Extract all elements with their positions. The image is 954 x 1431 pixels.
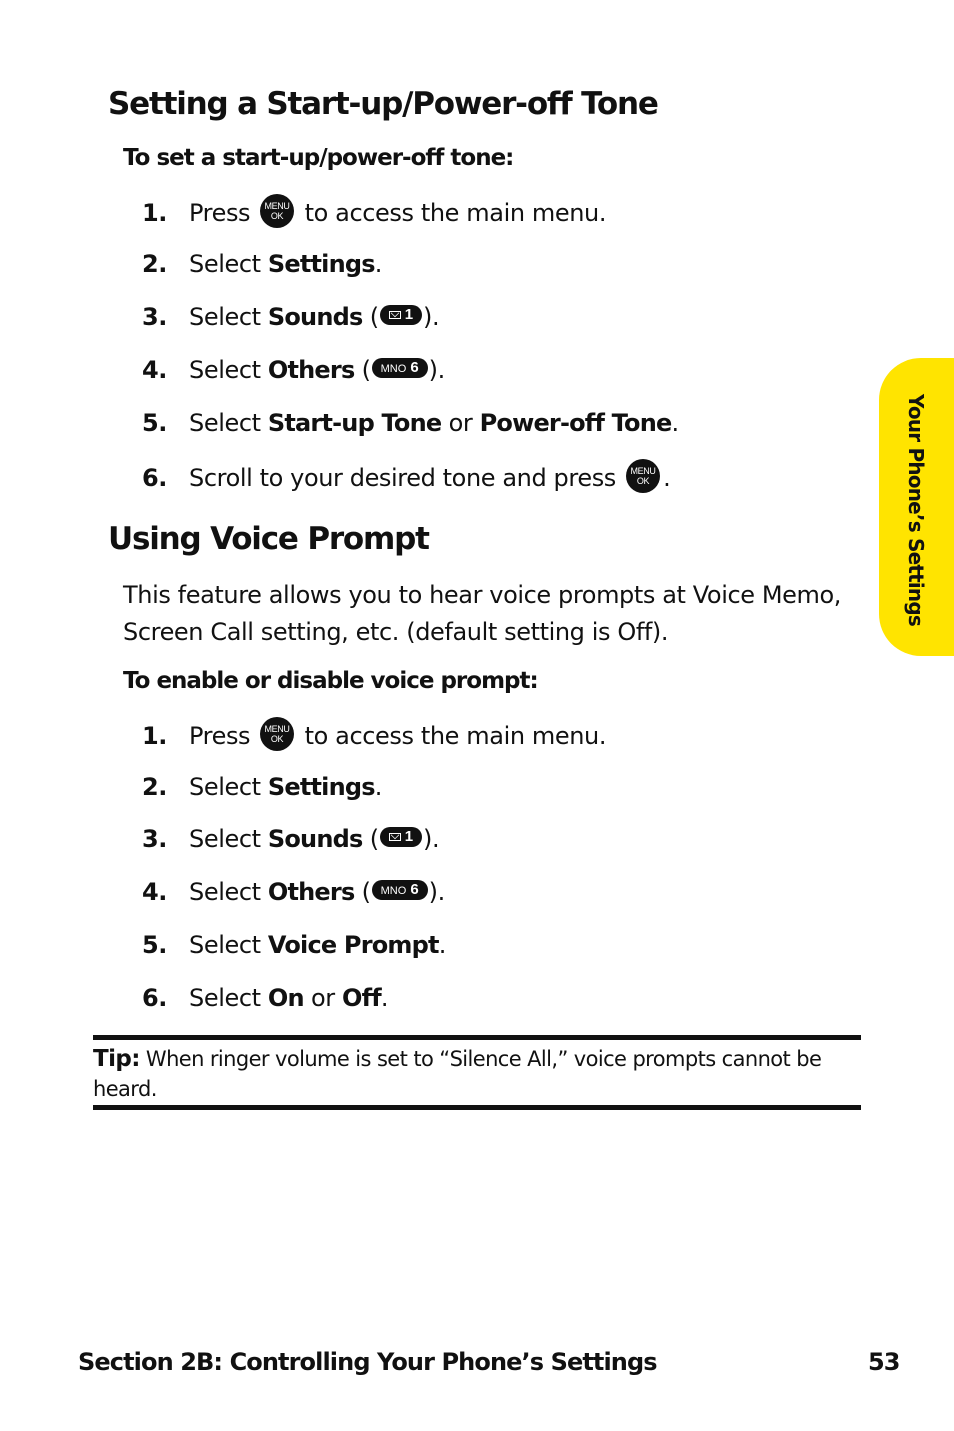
tip-text: When ringer volume is set to “Silence All,” voice prompts cannot be: [145, 1047, 822, 1071]
step-item: [142, 197, 862, 231]
menu-option: Power-off Tone: [479, 409, 672, 437]
step-number: 3.: [142, 825, 168, 853]
step-text: Select: [189, 356, 261, 384]
step-text: Select: [189, 878, 261, 906]
step-text: .: [380, 984, 389, 1012]
step-item: [142, 720, 862, 754]
key-1-icon: [380, 827, 422, 847]
step-text: to access the main menu.: [304, 199, 607, 227]
step-text: Select: [189, 303, 261, 331]
step-text: Press: [189, 199, 251, 227]
ok-key-label: OK: [271, 734, 284, 744]
tip-line: [93, 1044, 861, 1074]
step-text: ).: [423, 303, 440, 331]
menu-ok-key-icon: [260, 717, 294, 751]
step-number: 5.: [142, 931, 168, 959]
menu-option: Sounds: [267, 303, 363, 331]
step-item: [142, 825, 862, 853]
step-item: [142, 878, 862, 906]
step-text: .: [663, 464, 671, 492]
menu-option: Settings: [267, 773, 375, 801]
step-number: 6.: [142, 984, 168, 1012]
step-text: or: [311, 984, 335, 1012]
menu-option: Voice Prompt: [267, 931, 439, 959]
menu-key-label: MENU: [264, 724, 290, 734]
menu-ok-key-icon: [260, 194, 294, 228]
step-text: .: [374, 250, 382, 278]
section-subtitle: To set a start-up/power-off tone:: [123, 145, 514, 171]
step-text: Select: [189, 250, 261, 278]
key-6-icon: [372, 880, 428, 900]
step-text: Select: [189, 409, 261, 437]
step-text: to access the main menu.: [304, 722, 607, 750]
footer-section-title: Section 2B: Controlling Your Phone’s Settings: [78, 1348, 657, 1376]
menu-key-label: MENU: [264, 201, 290, 211]
step-number: 4.: [142, 878, 168, 906]
menu-option: Sounds: [267, 825, 363, 853]
key-digit: 6: [410, 359, 419, 376]
step-text: ).: [428, 356, 445, 384]
step-text: or: [448, 409, 473, 437]
step-number: 4.: [142, 356, 168, 384]
step-text: Scroll to your desired tone and press: [189, 464, 616, 492]
step-text: Select: [189, 931, 261, 959]
envelope-icon: [389, 833, 401, 841]
step-item: [142, 250, 862, 278]
step-text: ).: [423, 825, 440, 853]
step-item: [142, 462, 862, 496]
menu-option: Others: [267, 356, 355, 384]
menu-option: Off: [342, 984, 381, 1012]
step-number: 3.: [142, 303, 168, 331]
step-text: ).: [428, 878, 445, 906]
step-number: 2.: [142, 773, 168, 801]
menu-ok-key-icon: [626, 459, 660, 493]
step-text: (: [369, 825, 379, 853]
intro-line: This feature allows you to hear voice prompts at Voice Memo,: [123, 581, 842, 609]
step-item: [142, 303, 862, 331]
step-text: (: [361, 356, 371, 384]
step-item: [142, 931, 862, 959]
key-letters: MNO: [380, 363, 407, 375]
menu-key-label: MENU: [630, 466, 656, 476]
tip-box: [93, 1035, 861, 1110]
section-title: Setting a Start-up/Power-off Tone: [108, 86, 658, 122]
step-number: 1.: [142, 722, 168, 750]
key-digit: 6: [410, 881, 419, 898]
step-text: Select: [189, 773, 261, 801]
step-text: .: [671, 409, 679, 437]
key-digit: 1: [404, 828, 414, 845]
side-tab-text: Your Phone’s Settings: [904, 394, 928, 626]
key-digit: 1: [404, 306, 414, 323]
step-number: 5.: [142, 409, 168, 437]
envelope-icon: [389, 311, 401, 319]
menu-option: Start-up Tone: [267, 409, 442, 437]
step-number: 2.: [142, 250, 168, 278]
step-text: Press: [189, 722, 251, 750]
step-item: [142, 356, 862, 384]
tip-label: Tip:: [93, 1046, 140, 1072]
page-number: 53: [868, 1348, 900, 1376]
step-item: [142, 773, 862, 801]
menu-option: Others: [267, 878, 355, 906]
step-text: Select: [189, 825, 261, 853]
key-1-icon: [380, 305, 422, 325]
ok-key-label: OK: [637, 476, 650, 486]
section-intro: [123, 577, 858, 651]
step-item: [142, 984, 862, 1012]
section-title: Using Voice Prompt: [108, 521, 429, 557]
step-item: [142, 409, 862, 437]
step-text: (: [369, 303, 379, 331]
step-number: 1.: [142, 199, 168, 227]
step-text: Select: [189, 984, 261, 1012]
ok-key-label: OK: [271, 211, 284, 221]
step-text: .: [374, 773, 382, 801]
menu-option: On: [267, 984, 304, 1012]
tip-line: heard.: [93, 1077, 157, 1101]
key-letters: MNO: [380, 885, 407, 897]
intro-line: Screen Call setting, etc. (default setting is Off).: [123, 618, 669, 646]
section-subtitle: To enable or disable voice prompt:: [123, 668, 538, 694]
step-text: (: [361, 878, 371, 906]
step-text: .: [438, 931, 446, 959]
step-number: 6.: [142, 464, 168, 492]
menu-option: Settings: [267, 250, 375, 278]
key-6-icon: [372, 358, 428, 378]
